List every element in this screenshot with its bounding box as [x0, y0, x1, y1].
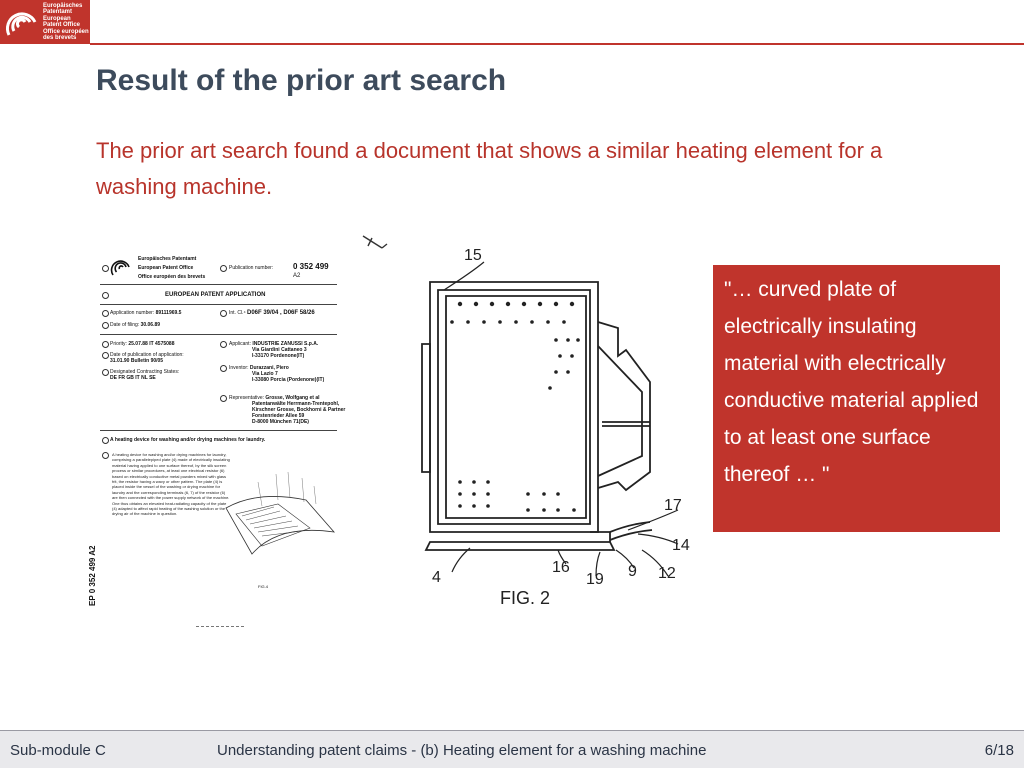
representative-line: Kirschner Grosse, Bockhorni & Partner — [252, 407, 346, 413]
inventor-address: Via Lazio 7 — [252, 371, 278, 377]
doc-rule — [100, 284, 337, 285]
priority: 25.07.88 IT 4575088 — [128, 341, 175, 347]
representative-line: D-8000 München 71(DE) — [252, 419, 309, 425]
filing-date: 30.06.89 — [140, 322, 161, 328]
doc-rule — [100, 334, 337, 335]
epo-logo — [0, 0, 90, 44]
heating-plate-figure — [218, 456, 342, 576]
label-12: 12 — [658, 565, 676, 582]
field-marker — [102, 341, 109, 348]
doc-title: A heating device for washing and/or drying machines for laundry. — [110, 437, 266, 443]
field-marker — [102, 437, 109, 444]
claim-quote: "… curved plate of electrically insulating material with electrically conductive material applied to at least one surface thereof … " — [724, 278, 979, 486]
doc-footer-rule — [196, 626, 244, 627]
header-rule — [90, 43, 1024, 45]
representative-name: Grosse, Wolfgang et al — [265, 395, 320, 401]
field-marker — [220, 310, 227, 317]
inventor-label: Inventor: — [229, 365, 249, 371]
field-marker — [220, 395, 227, 402]
claim-quote-box — [713, 265, 1000, 532]
field-marker — [102, 310, 109, 317]
designated-states-label: Designated Contracting States: — [110, 369, 180, 375]
applicant-name: INDUSTRIE ZANUSSI S.p.A. — [252, 341, 319, 347]
doc-rule — [100, 430, 337, 431]
label-16: 16 — [552, 559, 570, 576]
field-marker — [102, 265, 109, 272]
doc-side-number: EP 0 352 499 A2 — [88, 545, 97, 606]
epo-logo-icon — [4, 4, 40, 40]
label-9: 9 — [628, 563, 637, 580]
slide-subtitle: The prior art search found a document that shows a similar heating element for a washing machine. — [96, 138, 883, 199]
washing-machine-figure — [360, 232, 705, 612]
publication-date: 31.01.90 Bulletin 90/05 — [110, 358, 164, 364]
applicant-city: I-33170 Pordenone(IT) — [252, 353, 305, 359]
slide-title: Result of the prior art search — [96, 64, 507, 97]
field-marker — [220, 341, 227, 348]
pub-number-label: Publication number: — [229, 265, 274, 271]
label-14: 14 — [672, 537, 690, 554]
logo-text: Europäisches Patentamt European Patent Office Office européen des brevets — [43, 3, 89, 42]
label-15: 15 — [464, 247, 482, 264]
representative-label: Representative: — [229, 395, 265, 401]
footer-module: Sub-module C — [10, 742, 106, 759]
label-19: 19 — [586, 571, 604, 588]
publication-date-label: Date of publication of application: — [110, 352, 184, 358]
designated-states: DE FR GB IT NL SE — [110, 375, 156, 381]
int-cl-label: Int. Cl.⁴ — [229, 310, 246, 316]
doc-figure-caption: FIG.4 — [258, 584, 269, 589]
representative-line: Forstenrieder Allee 59 — [252, 413, 305, 419]
priority-label: Priority: — [110, 341, 127, 347]
kind-code: A2 — [293, 273, 301, 279]
field-marker — [102, 292, 109, 299]
applicant-address: Via Giardini Cattaneo 3 — [252, 347, 307, 353]
applicant-label: Applicant: — [229, 341, 251, 347]
epo-small-logo-icon — [110, 256, 132, 278]
field-marker — [102, 452, 109, 459]
field-marker — [220, 365, 227, 372]
doc-type: EUROPEAN PATENT APPLICATION — [165, 292, 266, 298]
fig-2-caption: FIG. 2 — [500, 588, 551, 608]
footer-description: Understanding patent claims - (b) Heating element for a washing machine — [217, 742, 707, 759]
label-4: 4 — [432, 569, 441, 586]
field-marker — [102, 322, 109, 329]
inventor-city: I-33080 Porcia (Pordenone)(IT) — [252, 377, 325, 383]
doc-rule — [100, 304, 337, 305]
office-name-fr: Office européen des brevets — [138, 274, 206, 280]
patent-document-page — [88, 246, 347, 631]
pub-number: 0 352 499 — [293, 262, 329, 271]
doc-abstract: A heating device for washing and/or drying machines for laundry, comprising a parallelepiped plate (4) made of electrically insulating material having applied to one surface thereof, by the silk screen process or similar procedures, at least one electrical resistor (6) based on electrically conductive metal powders mixed with glass frit, the resistor having a wavy or other pattern. The plate (4) is placed inside the vessel of the washing or drying machine for laundry and the corresponding terminals (6, 7) of the resistor (6) are then connected with the power supply network of the machine. One thus obtains an elevated heat-radiating capacity of the plate (4) adapted to affect rapid heating of the washing solution or the drying air of the machine in question. — [112, 452, 230, 517]
int-cl: D06F 39/04 , D06F 58/26 — [247, 310, 315, 316]
field-marker — [102, 352, 109, 359]
office-name-en: European Patent Office — [138, 265, 194, 271]
label-17: 17 — [664, 497, 682, 514]
application-number-label: Application number: — [110, 310, 155, 316]
footer-bar — [0, 730, 1024, 768]
inventor-name: Durazzani, Piero — [249, 365, 289, 371]
filing-date-label: Date of filing: — [110, 322, 140, 328]
footer-page-number: 6/18 — [984, 742, 1014, 759]
representative-line: Patentanwälte Herrmann-Trentepohl, — [252, 401, 340, 407]
application-number: 89111969.5 — [155, 310, 182, 316]
field-marker — [220, 265, 227, 272]
field-marker — [102, 369, 109, 376]
office-name-de: Europäisches Patentamt — [138, 256, 197, 262]
